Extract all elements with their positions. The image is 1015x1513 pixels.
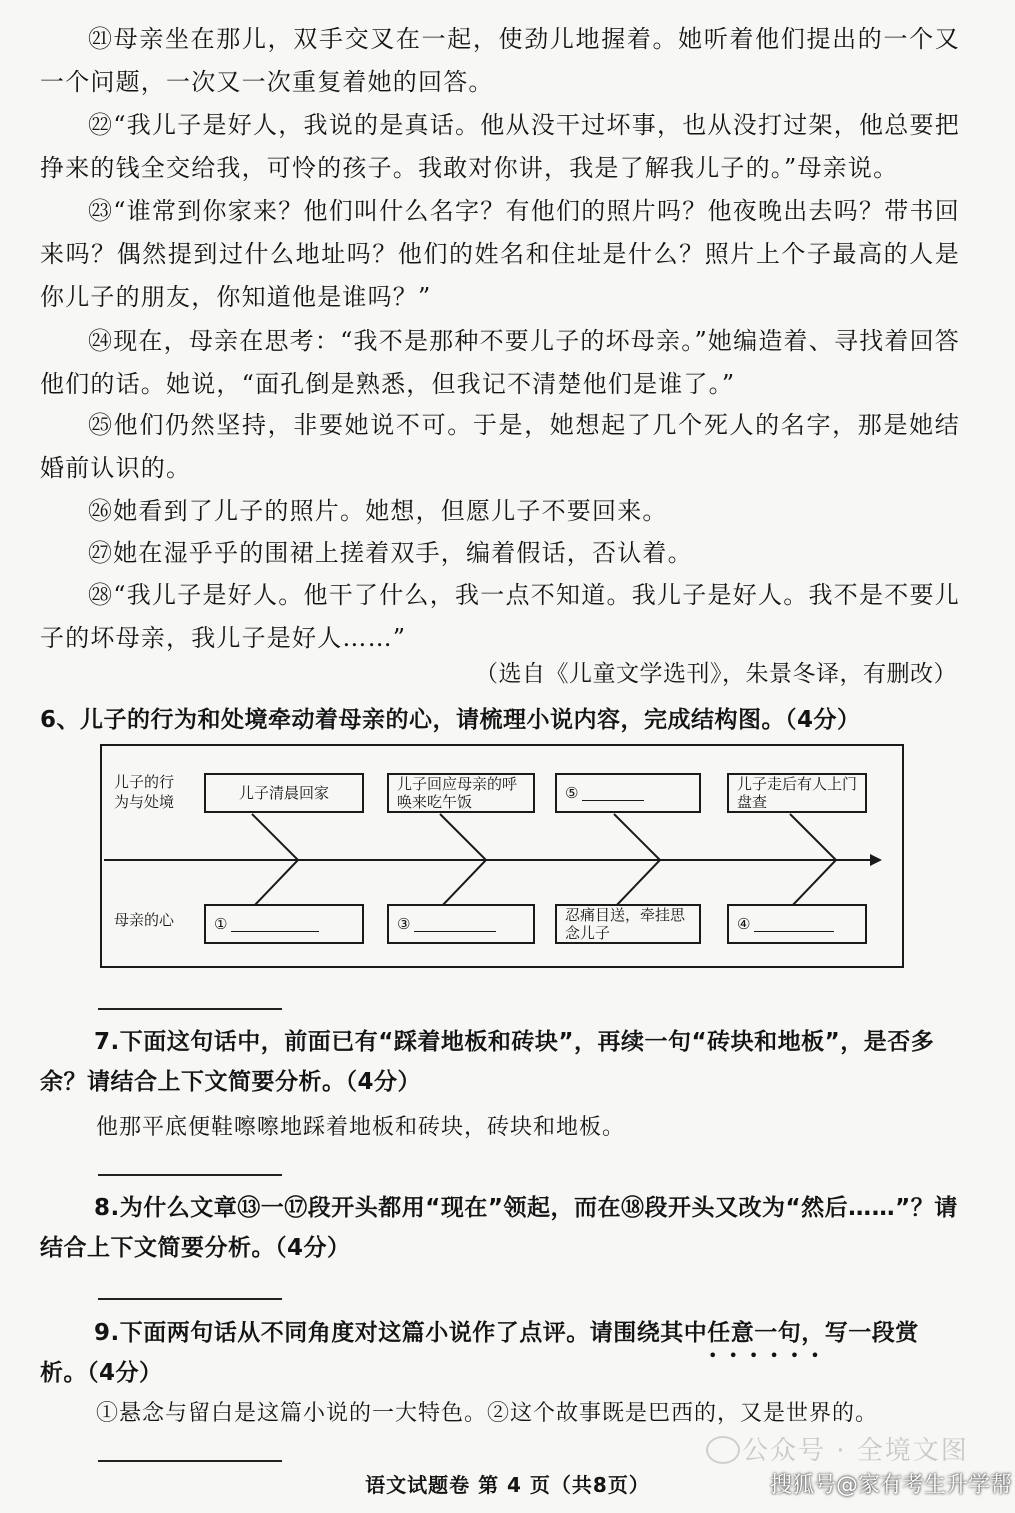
structure-diagram xyxy=(100,744,904,968)
answer-line-6[interactable] xyxy=(98,1008,282,1010)
question-7: 7.下面这句话中，前面已有“踩着地板和砖块”，再续一句“砖块和地板”，是否多余？请结合上下文简要分析。（4分） xyxy=(40,1029,935,1095)
paragraph-22: ㉒“我儿子是好人，我说的是真话。他从没干过坏事，也从没打过架，他总要把挣来的钱全交给我，可怜的孩子。我敢对你讲，我是了解我儿子的。”母亲说。 xyxy=(40,111,960,182)
box-son-2: 儿子回应母亲的呼唤来吃午饭 xyxy=(387,773,535,813)
box-son-4: 儿子走后有人上门盘查 xyxy=(727,773,867,813)
box-mother-2: 忍痛目送，牵挂思念儿子 xyxy=(555,904,701,944)
answer-line-7[interactable] xyxy=(98,1174,282,1176)
paragraph-24: ㉔现在，母亲在思考：“我不是那种不要儿子的坏母亲。”她编造着、寻找着回答他们的话。她说，“面孔倒是熟悉，但我记不清楚他们是谁了。” xyxy=(40,327,960,398)
box-son-1: 儿子清晨回家 xyxy=(204,773,364,813)
blank-line-1 xyxy=(231,917,319,932)
paragraph-27: ㉗她在湿乎乎的围裙上搓着双手，编着假话，否认着。 xyxy=(88,539,693,567)
row-label-son: 儿子的行为与处境 xyxy=(114,773,175,811)
answer-line-9[interactable] xyxy=(98,1460,282,1462)
box-mother-1 xyxy=(204,904,364,944)
blank-label-1: ① xyxy=(214,915,228,933)
source-citation: （选自《儿童文学选刊》，朱景冬译，有删改） xyxy=(475,661,957,687)
question-9: 9.下面两句话从不同角度对这篇小说作了点评。请围绕其中任意一句，写一段赏析。（4分） xyxy=(40,1320,919,1386)
blank-line-4 xyxy=(754,917,834,932)
paragraph-28: ㉘“我儿子是好人。他干了什么，我一点不知道。我儿子是好人。我不是不要儿子的坏母亲，我儿子是好人……” xyxy=(40,581,960,652)
question-9-sentences: ①悬念与留白是这篇小说的一大特色。②这个故事既是巴西的，又是世界的。 xyxy=(96,1401,879,1426)
wechat-icon xyxy=(706,1436,740,1464)
watermark-bottom: 搜狐号@家有考生升学帮 xyxy=(770,1473,1013,1498)
page-footer: 语文试题卷 第 4 页（共8页） xyxy=(365,1473,650,1497)
question-7-sentence: 他那平底便鞋嚓嚓地踩着地板和砖块，砖块和地板。 xyxy=(96,1115,626,1140)
box-son-5 xyxy=(555,773,701,813)
paragraph-21: ㉑母亲坐在那儿，双手交叉在一起，使劲儿地握着。她听着他们提出的一个又一个问题，一次又一次重复着她的回答。 xyxy=(40,25,960,96)
axis-arrowhead xyxy=(870,854,882,866)
blank-label-5: ⑤ xyxy=(565,784,579,802)
row-label-mother: 母亲的心 xyxy=(114,911,175,929)
blank-line-3 xyxy=(414,917,496,932)
answer-line-8[interactable] xyxy=(98,1298,282,1300)
watermark-top: 公众号 · 全境文图 xyxy=(742,1436,969,1466)
emphasis-dots: •••••• xyxy=(708,1346,831,1365)
blank-label-3: ③ xyxy=(397,915,411,933)
blank-line-5 xyxy=(582,786,644,801)
paragraph-23: ㉓“谁常到你家来？他们叫什么名字？有他们的照片吗？他夜晚出去吗？带书回来吗？偶然提到过什么地址吗？他们的姓名和住址是什么？照片上个子最高的人是你儿子的朋友，你知道他是谁吗？” xyxy=(40,197,960,311)
question-6: 6、儿子的行为和处境牵动着母亲的心，请梳理小说内容，完成结构图。（4分） xyxy=(40,707,861,733)
paragraph-25: ㉕他们仍然坚持，非要她说不可。于是，她想起了几个死人的名字，那是她结婚前认识的。 xyxy=(40,411,960,482)
paragraph-26: ㉖她看到了儿子的照片。她想，但愿儿子不要回来。 xyxy=(88,497,668,525)
box-mother-4 xyxy=(727,904,867,944)
question-8: 8.为什么文章⑬一⑰段开头都用“现在”领起，而在⑱段开头又改为“然后……”？请结合上下文简要分析。（4分） xyxy=(40,1195,958,1261)
box-mother-3 xyxy=(387,904,535,944)
blank-label-4: ④ xyxy=(737,915,751,933)
